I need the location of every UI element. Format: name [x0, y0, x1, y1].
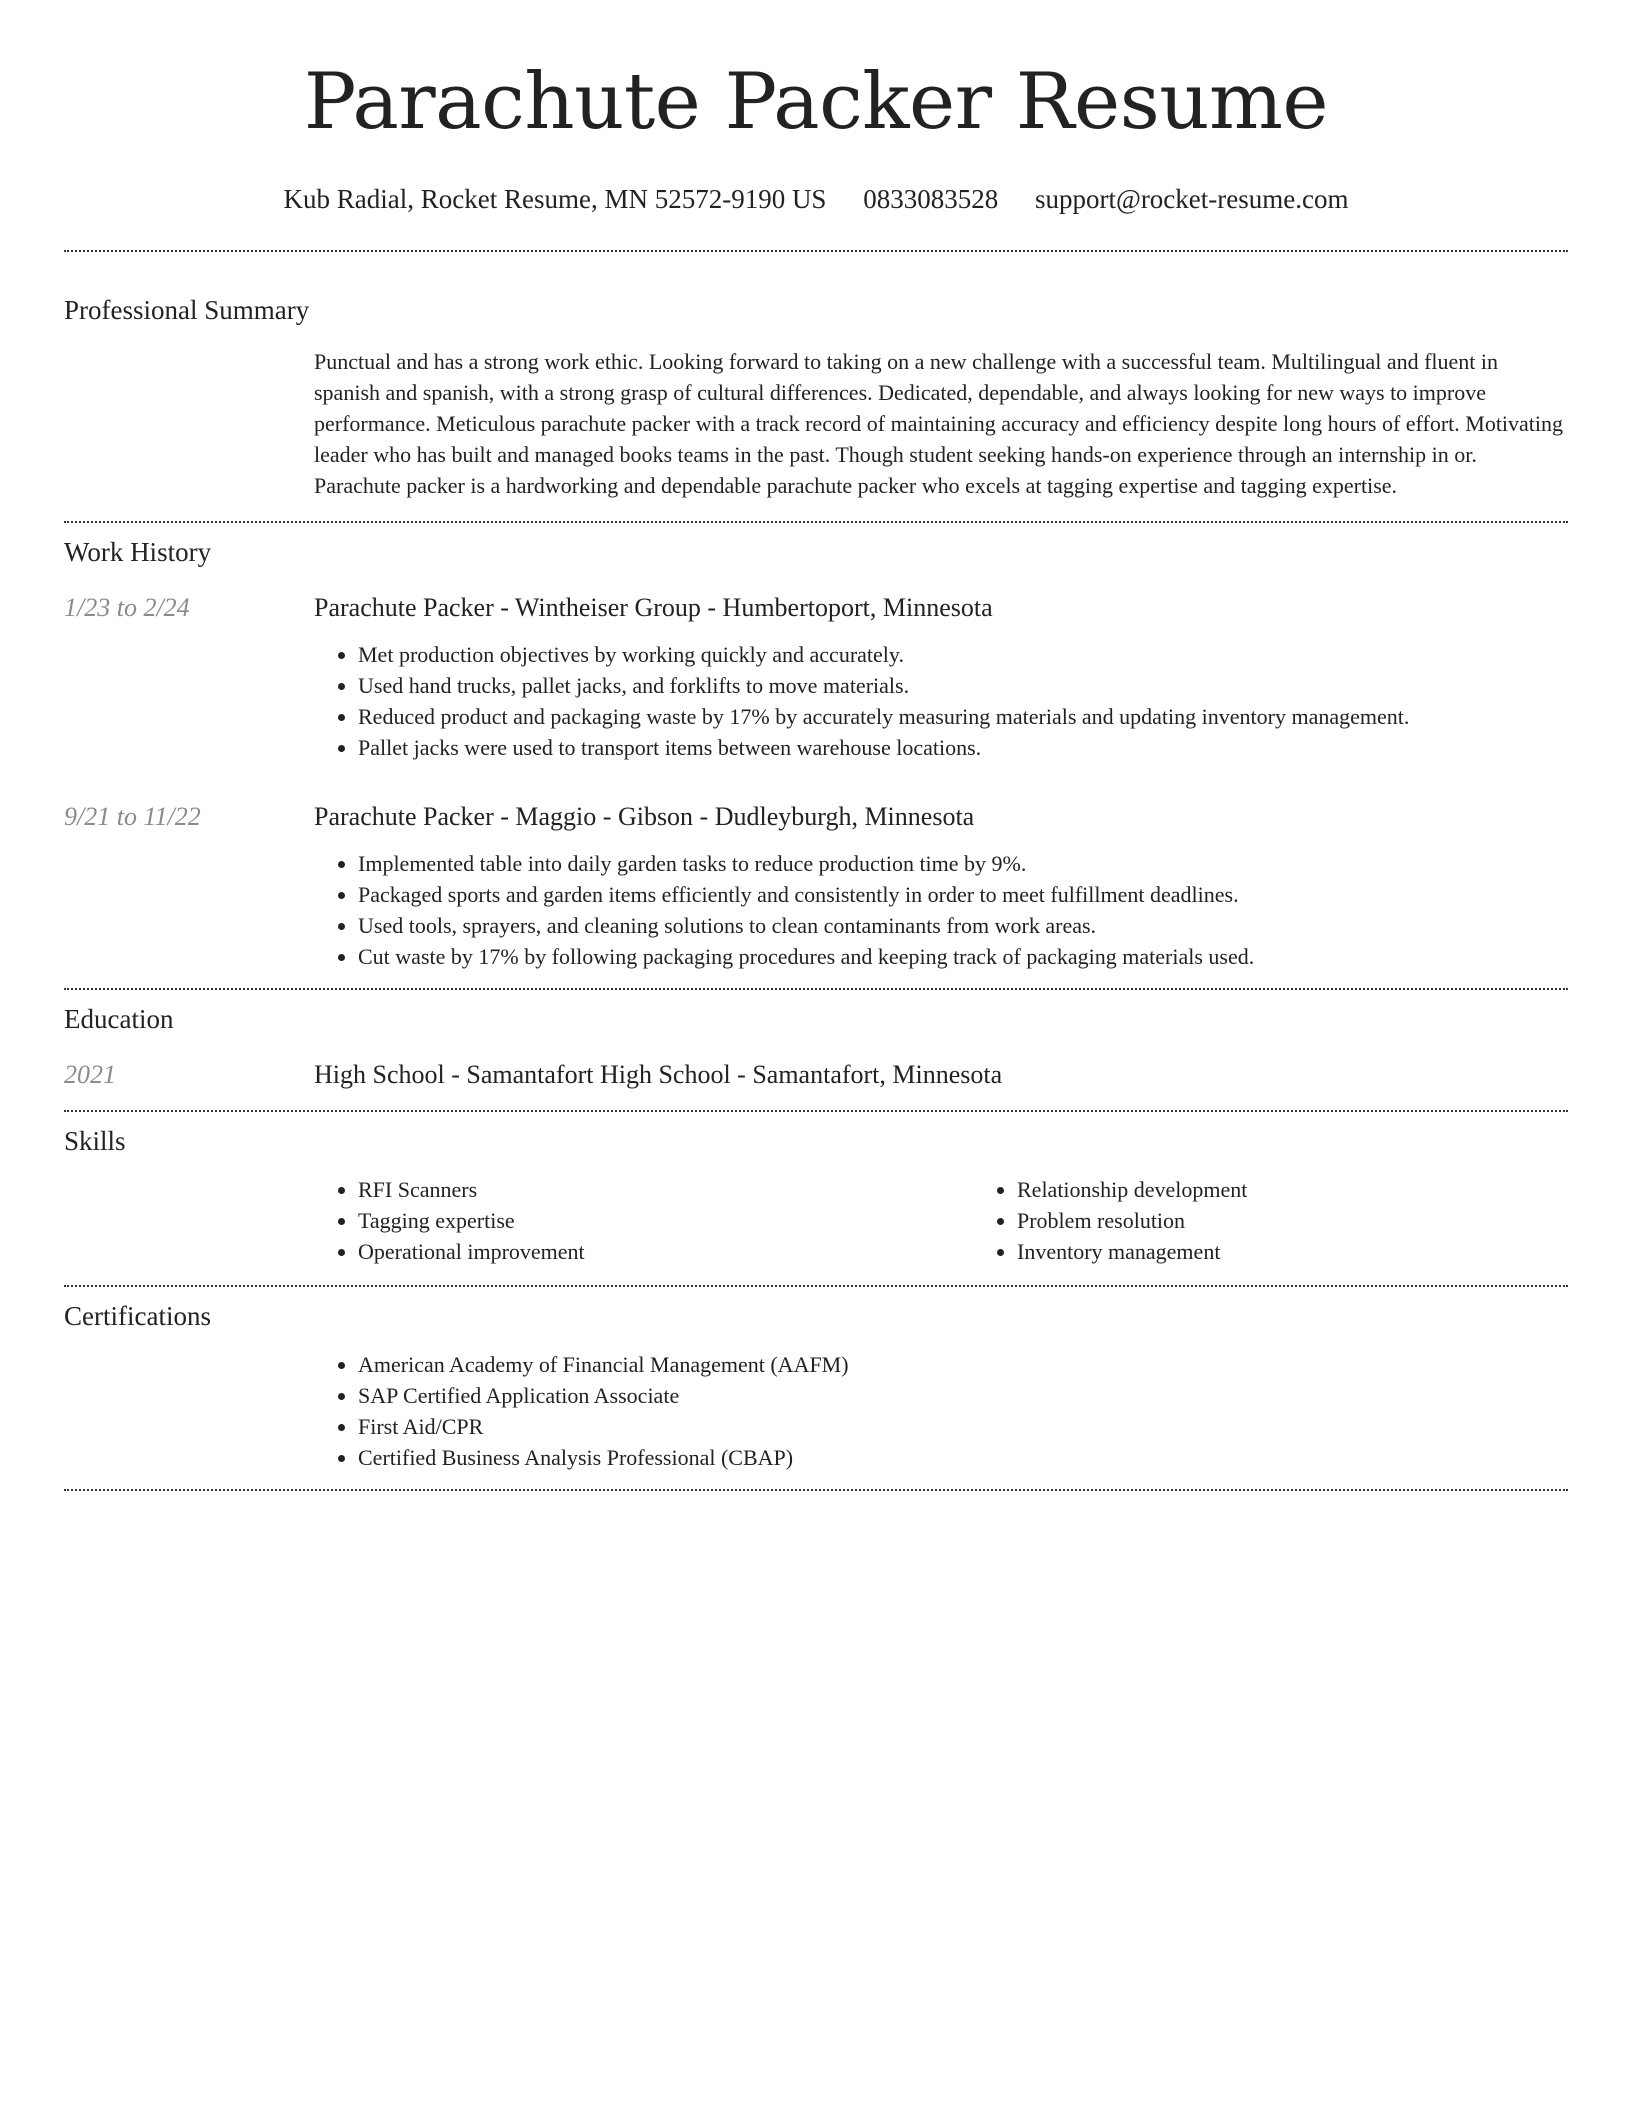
list-item: • SAP Certified Application Associate — [358, 1380, 1568, 1411]
job-bullets — [314, 639, 1468, 763]
contact-address: Kub Radial, Rocket Resume, MN 52572-9190 US — [283, 184, 827, 214]
list-item: • Inventory management — [1017, 1236, 1632, 1267]
contact-email: support@rocket-resume.com — [1034, 184, 1349, 214]
list-item: • Relationship development — [1017, 1174, 1632, 1205]
divider — [64, 988, 1568, 990]
list-item: • Operational improvement — [358, 1236, 973, 1267]
resume-title: Parachute Packer Resume — [303, 57, 1329, 147]
education-entry — [64, 1058, 1568, 1092]
contact-phone: 0833083528 — [863, 184, 999, 214]
job-dates: 1/23 to 2/24 — [64, 593, 190, 622]
list-item: • Used tools, sprayers, and cleaning solutions to clean contaminants from work areas. — [358, 910, 1468, 941]
job-bullets — [314, 848, 1468, 972]
job-entry — [64, 800, 1568, 972]
list-item: • Met production objectives by working quickly and accurately. — [358, 639, 1468, 670]
education-year: 2021 — [64, 1060, 116, 1089]
skills-list — [314, 1174, 1568, 1267]
section-heading-skills: Skills — [64, 1126, 126, 1156]
section-heading-education: Education — [64, 1004, 174, 1034]
list-item: • Implemented table into daily garden tasks to reduce production time by 9%. — [358, 848, 1468, 879]
list-item: • Reduced product and packaging waste by 17% by accurately measuring materials and updating inventory management. — [358, 701, 1468, 732]
job-dates: 9/21 to 11/22 — [64, 802, 201, 831]
divider — [64, 1110, 1568, 1112]
divider — [64, 1489, 1568, 1491]
list-item: • Packaged sports and garden items efficiently and consistently in order to meet fulfillment deadlines. — [358, 879, 1468, 910]
list-item: • Used hand trucks, pallet jacks, and forklifts to move materials. — [358, 670, 1468, 701]
summary-text: Punctual and has a strong work ethic. Looking forward to taking on a new challenge with a successful team. Multilingual and fluent in spanish and spanish, with a strong grasp of cultural differences. Dedicated, dependable, and always looking for new ways to improve performance. Meticulous parachute packer with a track record of maintaining accuracy and efficiency despite long hours of effort. Motivating leader who has built and managed books teams in the past. Though student seeking hands-on experience through an internship in or. Parachute packer is a hardworking and dependable parachute packer who excels at tagging expertise and tagging expertise. — [314, 349, 1564, 498]
job-title: Parachute Packer - Maggio - Gibson - Dudleyburgh, Minnesota — [314, 802, 975, 831]
section-heading-work: Work History — [64, 537, 212, 567]
job-title: Parachute Packer - Wintheiser Group - Humbertoport, Minnesota — [314, 593, 993, 622]
list-item: • Problem resolution — [1017, 1205, 1632, 1236]
job-entry — [64, 591, 1568, 763]
list-item: • First Aid/CPR — [358, 1411, 1568, 1442]
list-item: • Cut waste by 17% by following packaging procedures and keeping track of packaging materials used. — [358, 941, 1468, 972]
list-item: • Pallet jacks were used to transport items between warehouse locations. — [358, 732, 1468, 763]
divider — [64, 250, 1568, 252]
skills-column-left — [314, 1174, 973, 1267]
contact-line — [64, 182, 1568, 216]
education-title: High School - Samantafort High School - Samantafort, Minnesota — [314, 1060, 1003, 1089]
section-heading-certifications: Certifications — [64, 1301, 211, 1331]
list-item: • American Academy of Financial Management (AAFM) — [358, 1349, 1568, 1380]
divider — [64, 1285, 1568, 1287]
certifications-list — [314, 1349, 1568, 1473]
list-item: • Certified Business Analysis Professional (CBAP) — [358, 1442, 1568, 1473]
section-heading-summary: Professional Summary — [64, 295, 310, 325]
skills-column-right — [973, 1174, 1632, 1267]
list-item: • RFI Scanners — [358, 1174, 973, 1205]
divider — [64, 521, 1568, 523]
list-item: • Tagging expertise — [358, 1205, 973, 1236]
